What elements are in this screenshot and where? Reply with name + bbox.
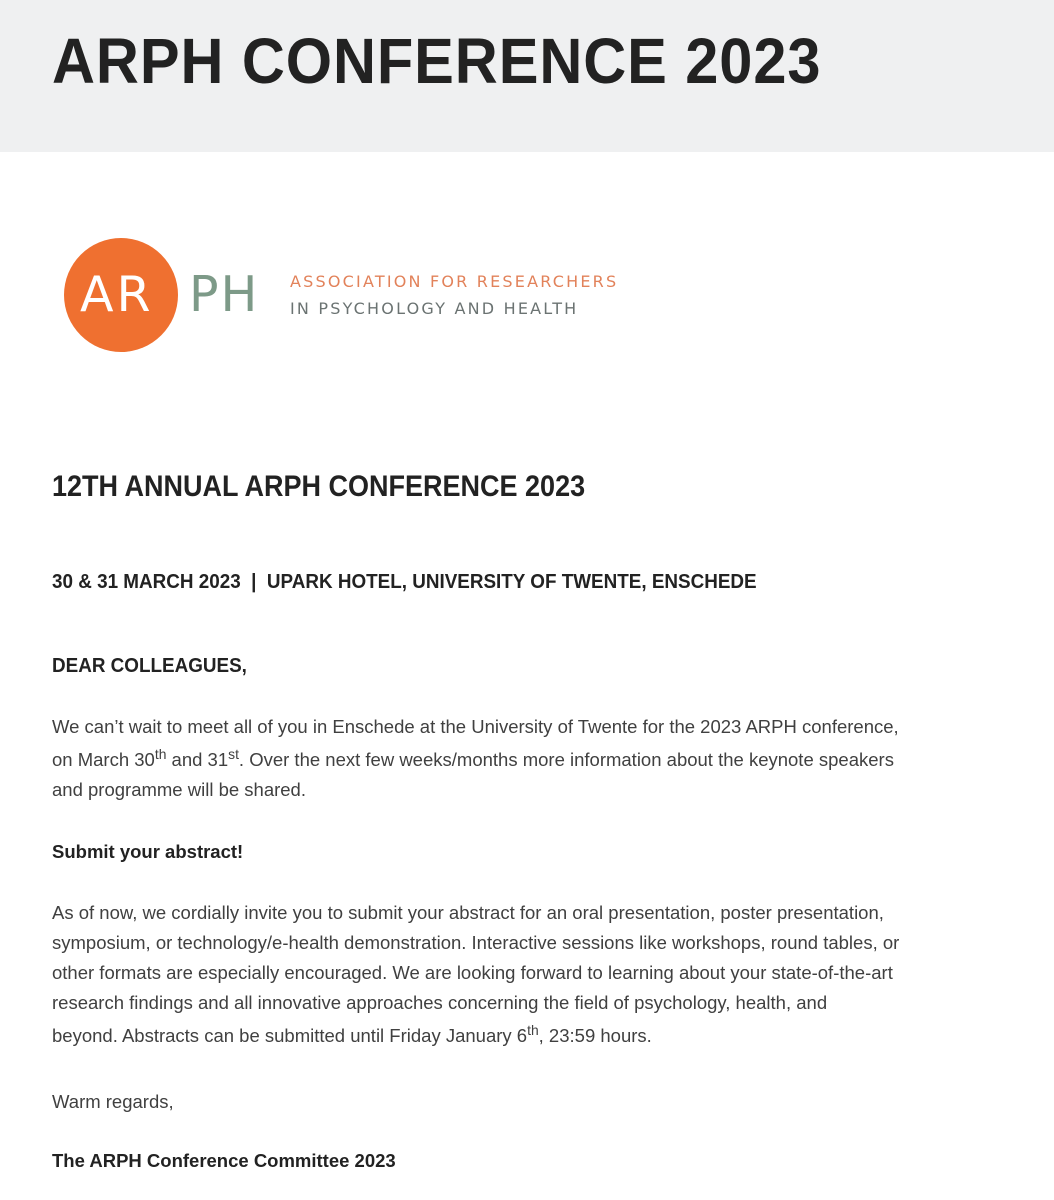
logo-mark-ar: AR bbox=[80, 266, 154, 323]
invite-text: beyond. Abstracts can be submitted until Friday January 6 bbox=[52, 1025, 528, 1046]
intro-line: We can’t wait to meet all of you in Enschede at the University of Twente for the 2023 ARPH conference, bbox=[52, 716, 899, 737]
intro-text: on March 30 bbox=[52, 749, 155, 770]
logo-tagline-line1: ASSOCIATION FOR RESEARCHERS bbox=[290, 272, 619, 291]
superscript: th bbox=[154, 745, 167, 762]
arph-logo bbox=[64, 238, 664, 354]
invite-line: research findings and all innovative approaches concerning the field of psychology, health, and bbox=[52, 992, 828, 1013]
invite-line: other formats are especially encouraged. We are looking forward to learning about your state-of-the-art bbox=[52, 962, 893, 983]
intro-line: and programme will be shared. bbox=[52, 779, 306, 800]
invite-line: symposium, or technology/e-health demonstration. Interactive sessions like workshops, round tables, or bbox=[52, 932, 900, 953]
signature: The ARPH Conference Committee 2023 bbox=[52, 1150, 396, 1171]
superscript: th bbox=[527, 1021, 539, 1038]
invite-line: As of now, we cordially invite you to submit your abstract for an oral presentation, poster presentation, bbox=[52, 902, 884, 923]
page-header bbox=[0, 0, 1054, 152]
logo-mark-ph: PH bbox=[189, 266, 260, 323]
date-location-heading bbox=[52, 568, 757, 596]
intro-paragraph bbox=[52, 712, 952, 802]
invite-paragraph bbox=[52, 898, 952, 1054]
superscript: st bbox=[228, 745, 239, 762]
greeting: DEAR COLLEAGUES, bbox=[52, 654, 247, 677]
intro-text: and 31 bbox=[166, 749, 229, 770]
logo-tagline-line2: IN PSYCHOLOGY AND HEALTH bbox=[290, 299, 579, 318]
date-location-text: 30 & 31 MARCH 2023 | UPARK HOTEL, UNIVERSITY OF TWENTE, ENSCHEDE bbox=[52, 570, 757, 593]
invite-text: , 23:59 hours. bbox=[538, 1025, 652, 1046]
submit-abstract-heading: Submit your abstract! bbox=[52, 841, 244, 862]
closing: Warm regards, bbox=[52, 1091, 174, 1112]
intro-text: . Over the next few weeks/months more information about the keynote speakers bbox=[238, 749, 894, 770]
conference-heading: 12TH ANNUAL ARPH CONFERENCE 2023 bbox=[52, 470, 586, 503]
invite-line bbox=[52, 1018, 952, 1054]
intro-line bbox=[52, 742, 952, 778]
page-title: ARPH CONFERENCE 2023 bbox=[52, 25, 822, 97]
